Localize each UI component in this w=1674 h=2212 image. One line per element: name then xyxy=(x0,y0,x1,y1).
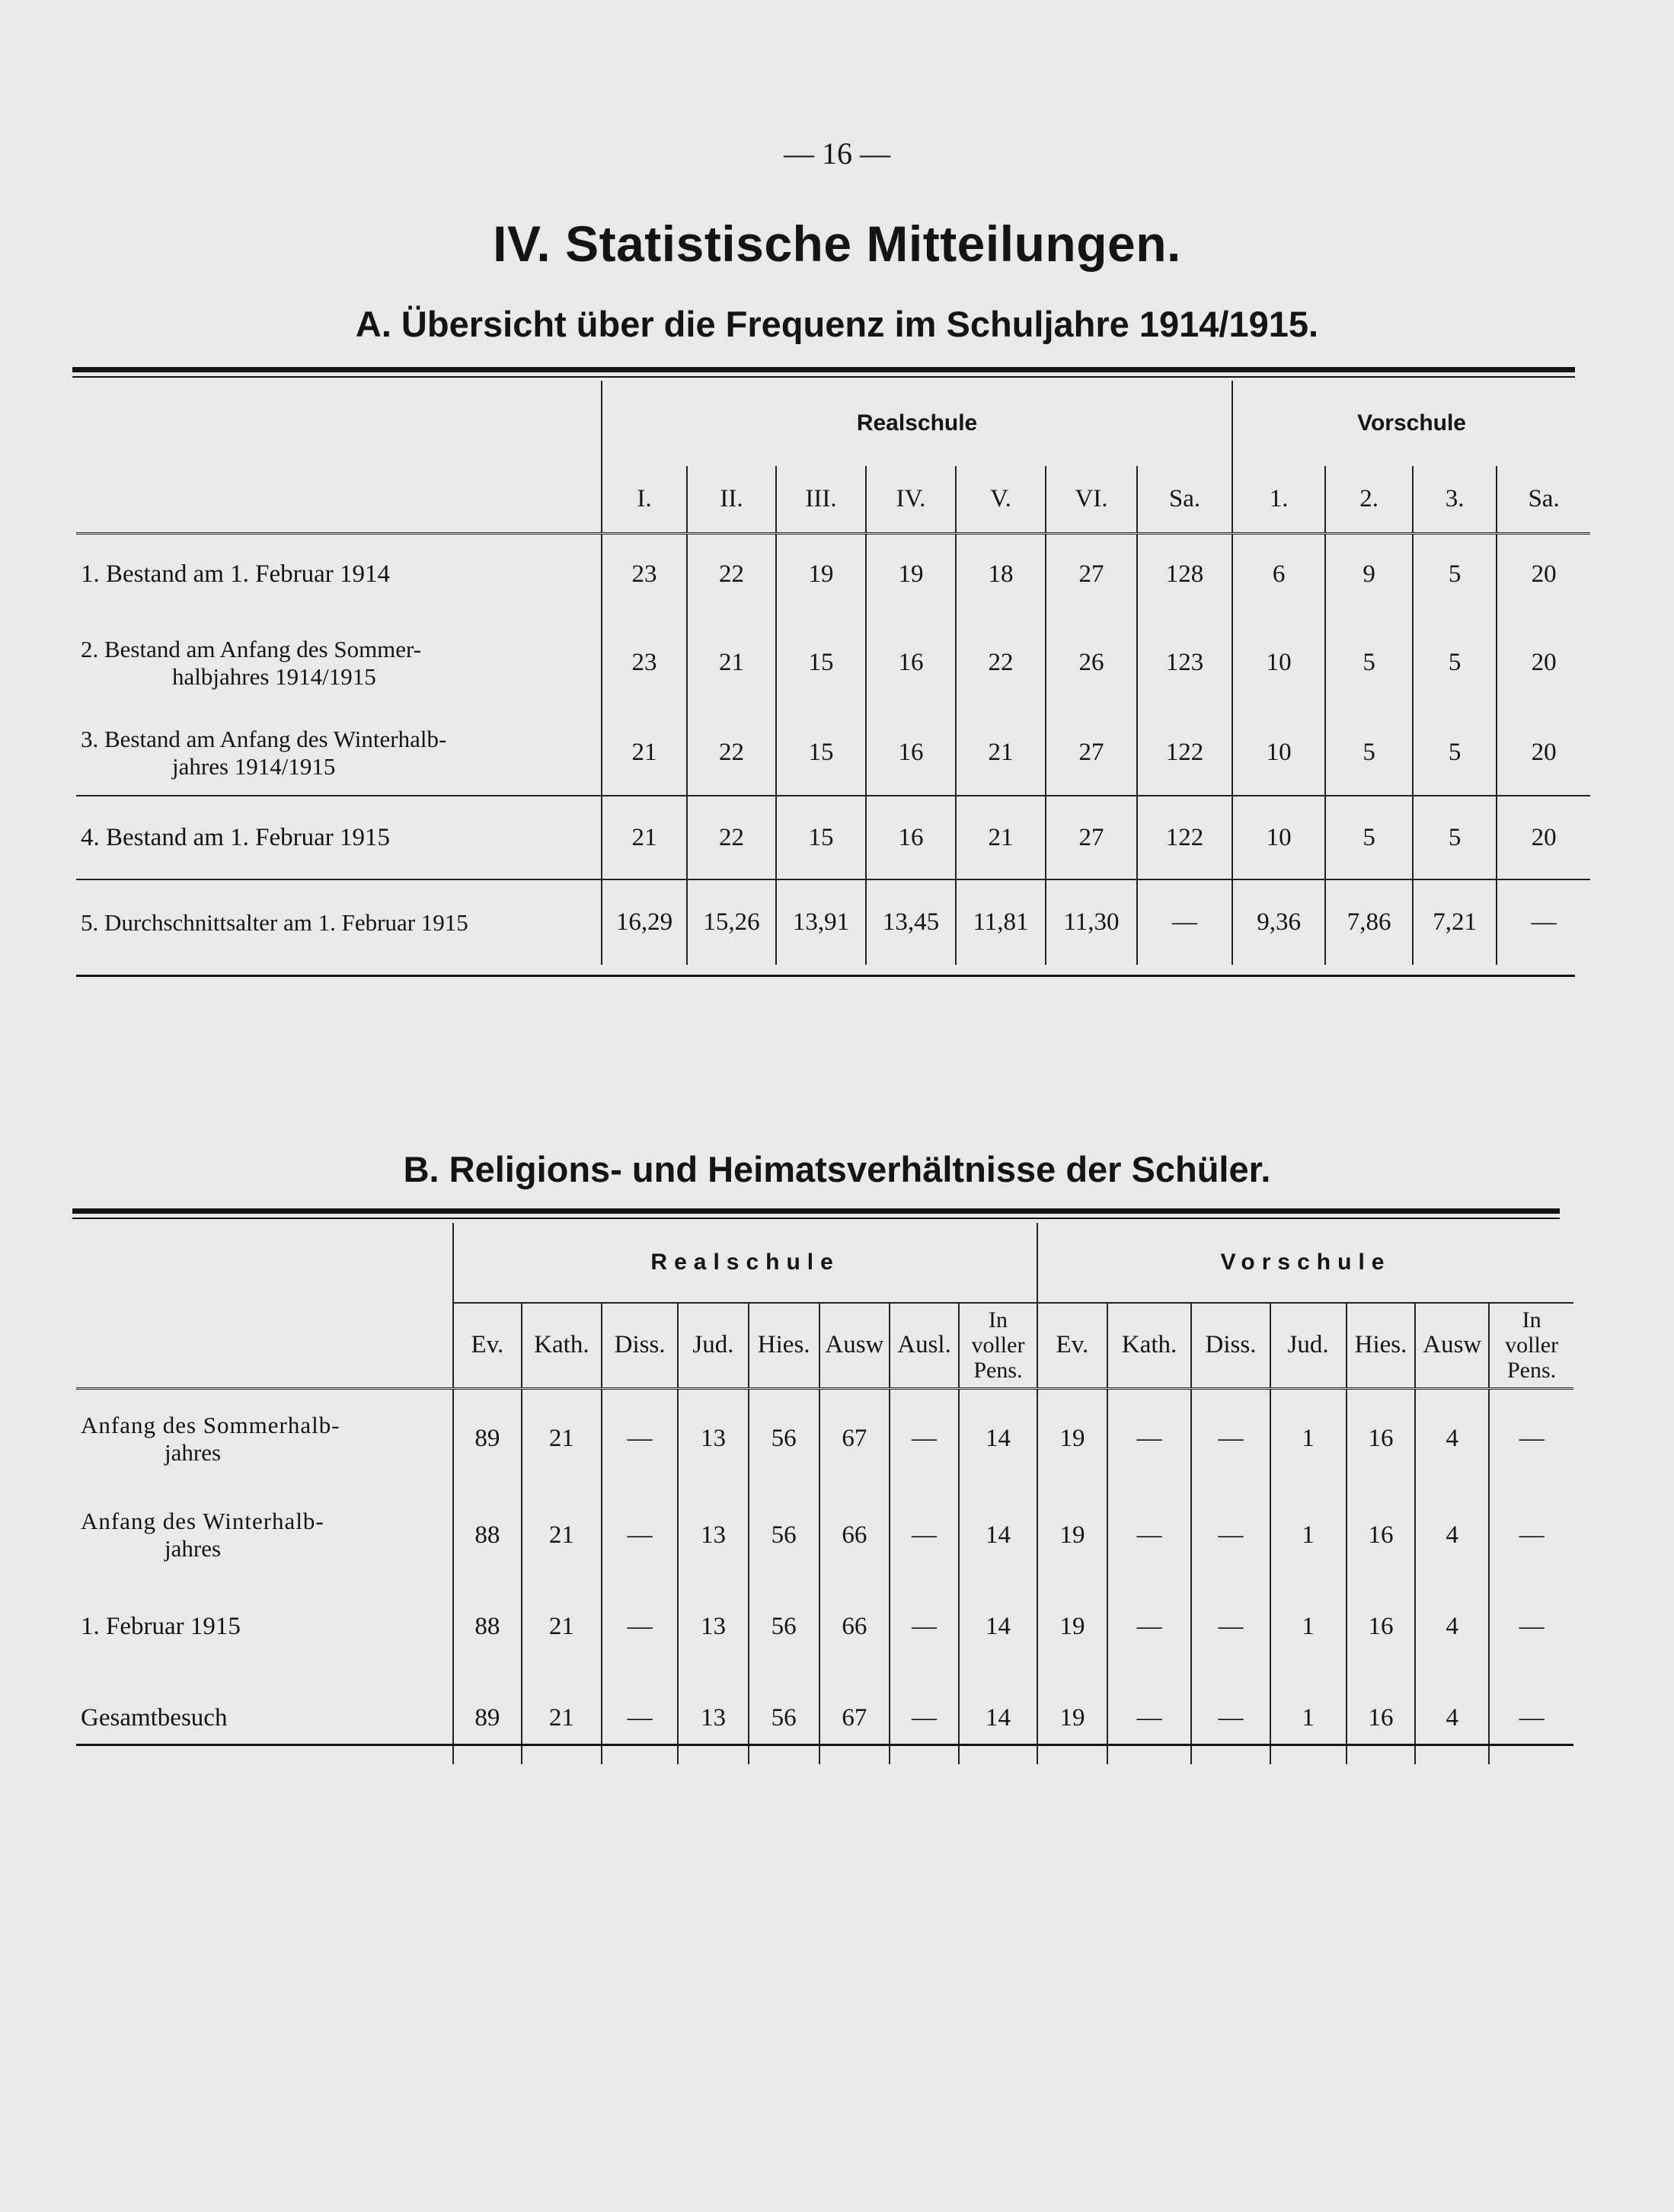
frequency-col-header: Sa. xyxy=(1497,466,1590,533)
cell: — xyxy=(1137,879,1232,965)
cell: 20 xyxy=(1497,796,1590,879)
header-line: In xyxy=(1522,1307,1541,1333)
cell: 5 xyxy=(1325,615,1413,710)
section-b-top-rule xyxy=(72,1208,1560,1214)
religion-row xyxy=(76,1671,1573,1764)
religion-table xyxy=(76,1223,1573,1764)
cell: 7,86 xyxy=(1325,879,1413,965)
cell: 6 xyxy=(1232,533,1325,615)
cell: — xyxy=(890,1489,959,1582)
row-label-line1: 2. Bestand am Anfang des Sommer- xyxy=(81,635,422,662)
cell: — xyxy=(1191,1671,1270,1764)
cell: 22 xyxy=(956,615,1046,710)
cell: 56 xyxy=(749,1388,819,1489)
cell: 1 xyxy=(1270,1388,1347,1489)
cell: 14 xyxy=(959,1671,1037,1764)
cell: 13,91 xyxy=(776,879,866,965)
cell: 13 xyxy=(678,1582,749,1671)
cell: 5 xyxy=(1413,710,1497,796)
religion-col-header: Diss. xyxy=(602,1303,678,1388)
cell: 14 xyxy=(959,1489,1037,1582)
cell: 27 xyxy=(1046,533,1137,615)
cell: 56 xyxy=(749,1671,819,1764)
cell: 21 xyxy=(522,1582,602,1671)
frequency-col-header: 2. xyxy=(1325,466,1413,533)
row-label: Gesamtbesuch xyxy=(81,1703,228,1732)
frequency-col-header: IV. xyxy=(866,466,956,533)
cell: 21 xyxy=(602,710,687,796)
cell: — xyxy=(602,1489,678,1582)
cell: — xyxy=(1191,1582,1270,1671)
cell: 16 xyxy=(866,615,956,710)
row-label: 4. Bestand am 1. Februar 1915 xyxy=(76,796,602,879)
frequency-col-header: III. xyxy=(776,466,866,533)
cell: 19 xyxy=(866,533,956,615)
cell: 13 xyxy=(678,1388,749,1489)
cell: 14 xyxy=(959,1582,1037,1671)
cell: 21 xyxy=(687,615,776,710)
cell: — xyxy=(1191,1388,1270,1489)
cell: 67 xyxy=(819,1388,890,1489)
cell: 122 xyxy=(1137,796,1232,879)
cell: 88 xyxy=(453,1582,522,1671)
cell: 18 xyxy=(956,533,1046,615)
cell: 15 xyxy=(776,796,866,879)
religion-col-header: Ausw xyxy=(1415,1303,1489,1388)
frequency-header-blank xyxy=(76,466,602,533)
cell: 21 xyxy=(602,796,687,879)
cell: 10 xyxy=(1232,710,1325,796)
header-line: voller xyxy=(971,1333,1025,1358)
cell: 4 xyxy=(1415,1582,1489,1671)
frequency-col-header: Sa. xyxy=(1137,466,1232,533)
row-label: 1. Bestand am 1. Februar 1914 xyxy=(81,560,391,589)
cell: 20 xyxy=(1497,533,1590,615)
cell: — xyxy=(602,1388,678,1489)
frequency-col-header: V. xyxy=(956,466,1046,533)
section-a-title: A. Übersicht über die Frequenz im Schuljahre 1914/1915. xyxy=(355,304,1319,344)
row-label: 5. Durchschnittsalter am 1. Februar 1915 xyxy=(81,908,468,936)
row-label-line2: jahres xyxy=(165,1535,222,1562)
cell: 19 xyxy=(776,533,866,615)
cell: 20 xyxy=(1497,615,1590,710)
cell: 56 xyxy=(749,1489,819,1582)
cell: 13 xyxy=(678,1671,749,1764)
religion-col-header: Ev. xyxy=(453,1303,522,1388)
cell: 66 xyxy=(819,1489,890,1582)
cell: 7,21 xyxy=(1413,879,1497,965)
religion-header-blank xyxy=(76,1303,453,1388)
header-line: voller xyxy=(1505,1333,1559,1358)
religion-col-header: Diss. xyxy=(1191,1303,1270,1388)
cell: 67 xyxy=(819,1671,890,1764)
section-b-bottom-rule xyxy=(76,1744,1573,1746)
cell: — xyxy=(602,1671,678,1764)
frequency-col-header: II. xyxy=(687,466,776,533)
cell: 22 xyxy=(687,710,776,796)
cell: 23 xyxy=(602,615,687,710)
cell: 89 xyxy=(453,1388,522,1489)
chapter-heading: IV. Statistische Mitteilungen. xyxy=(493,215,1181,272)
cell: 14 xyxy=(959,1388,1037,1489)
cell: — xyxy=(1107,1582,1192,1671)
cell: 5 xyxy=(1325,710,1413,796)
religion-row xyxy=(76,1388,1573,1489)
row-label-line2: halbjahres 1914/1915 xyxy=(172,662,376,690)
row-label-line2: jahres 1914/1915 xyxy=(172,752,336,780)
row-label-line2: jahres xyxy=(165,1438,222,1466)
section-b-title: B. Religions- und Heimatsverhältnisse der Schüler. xyxy=(403,1149,1271,1189)
row-label xyxy=(76,1388,453,1489)
cell: 66 xyxy=(819,1582,890,1671)
frequency-row xyxy=(76,879,1590,965)
row-label xyxy=(76,710,602,796)
cell: — xyxy=(1191,1489,1270,1582)
religion-col-header: Jud. xyxy=(678,1303,749,1388)
religion-group-realschule: Realschule xyxy=(453,1223,1037,1303)
frequency-col-header: 1. xyxy=(1232,466,1325,533)
cell: 1 xyxy=(1270,1582,1347,1671)
religion-col-header-pension xyxy=(959,1303,1037,1388)
row-label: 1. Februar 1915 xyxy=(81,1612,241,1640)
page-number: — 16 — xyxy=(784,136,890,171)
religion-row xyxy=(76,1582,1573,1671)
cell: — xyxy=(1107,1489,1192,1582)
frequency-col-header: VI. xyxy=(1046,466,1137,533)
cell: 15 xyxy=(776,615,866,710)
cell: — xyxy=(890,1582,959,1671)
cell: — xyxy=(1497,879,1590,965)
frequency-table-corner xyxy=(76,381,602,466)
frequency-group-vorschule: Vorschule xyxy=(1232,381,1590,466)
religion-col-header: Kath. xyxy=(1107,1303,1192,1388)
frequency-row xyxy=(76,710,1590,796)
cell: 128 xyxy=(1137,533,1232,615)
cell: 16,29 xyxy=(602,879,687,965)
row-label-line1: Anfang des Sommerhalb- xyxy=(81,1411,340,1438)
frequency-group-realschule: Realschule xyxy=(602,381,1232,466)
cell: 16 xyxy=(1347,1388,1416,1489)
cell: 11,30 xyxy=(1046,879,1137,965)
cell: 16 xyxy=(1347,1671,1416,1764)
cell: 20 xyxy=(1497,710,1590,796)
cell: 89 xyxy=(453,1671,522,1764)
cell: — xyxy=(890,1671,959,1764)
cell: 10 xyxy=(1232,615,1325,710)
cell: — xyxy=(890,1388,959,1489)
religion-col-header: Ausw xyxy=(819,1303,890,1388)
cell: — xyxy=(602,1582,678,1671)
cell: 23 xyxy=(602,533,687,615)
cell: — xyxy=(1489,1582,1573,1671)
cell: 21 xyxy=(956,710,1046,796)
cell: 5 xyxy=(1413,796,1497,879)
cell: 21 xyxy=(522,1671,602,1764)
religion-col-header: Ev. xyxy=(1037,1303,1107,1388)
cell: — xyxy=(1107,1671,1192,1764)
cell: 19 xyxy=(1037,1582,1107,1671)
row-label xyxy=(76,1489,453,1582)
cell: 5 xyxy=(1413,615,1497,710)
row-label-line1: Anfang des Winterhalb- xyxy=(81,1508,324,1534)
section-a-top-rule xyxy=(72,367,1575,372)
cell: — xyxy=(1489,1671,1573,1764)
section-a-bottom-rule xyxy=(76,975,1575,977)
cell: 16 xyxy=(1347,1582,1416,1671)
cell: 9,36 xyxy=(1232,879,1325,965)
cell: 19 xyxy=(1037,1489,1107,1582)
cell: 26 xyxy=(1046,615,1137,710)
cell: 21 xyxy=(522,1388,602,1489)
cell: 10 xyxy=(1232,796,1325,879)
religion-col-header: Hies. xyxy=(1347,1303,1416,1388)
cell: 21 xyxy=(956,796,1046,879)
cell: 19 xyxy=(1037,1671,1107,1764)
religion-group-vorschule: Vorschule xyxy=(1037,1223,1573,1303)
religion-col-header: Ausl. xyxy=(890,1303,959,1388)
cell: — xyxy=(1107,1388,1192,1489)
cell: 27 xyxy=(1046,796,1137,879)
cell: 16 xyxy=(866,796,956,879)
header-line: In xyxy=(988,1307,1008,1333)
religion-row xyxy=(76,1489,1573,1582)
cell: 13,45 xyxy=(866,879,956,965)
cell: — xyxy=(1489,1489,1573,1582)
religion-col-header: Kath. xyxy=(522,1303,602,1388)
cell: 16 xyxy=(1347,1489,1416,1582)
frequency-row xyxy=(76,533,1590,615)
cell: 4 xyxy=(1415,1671,1489,1764)
cell: 16 xyxy=(866,710,956,796)
cell: 56 xyxy=(749,1582,819,1671)
cell: 1 xyxy=(1270,1489,1347,1582)
cell: 1 xyxy=(1270,1671,1347,1764)
cell: 123 xyxy=(1137,615,1232,710)
religion-col-header: Jud. xyxy=(1270,1303,1347,1388)
religion-col-header-pension xyxy=(1489,1303,1573,1388)
frequency-col-header: 3. xyxy=(1413,466,1497,533)
frequency-col-header: I. xyxy=(602,466,687,533)
frequency-row xyxy=(76,615,1590,710)
cell: 9 xyxy=(1325,533,1413,615)
cell: 22 xyxy=(687,796,776,879)
cell: — xyxy=(1489,1388,1573,1489)
religion-table-corner xyxy=(76,1223,453,1303)
cell: 4 xyxy=(1415,1388,1489,1489)
header-line: Pens. xyxy=(973,1358,1023,1384)
cell: 27 xyxy=(1046,710,1137,796)
frequency-table xyxy=(76,381,1590,965)
header-line: Pens. xyxy=(1507,1358,1557,1384)
cell: 19 xyxy=(1037,1388,1107,1489)
cell: 4 xyxy=(1415,1489,1489,1582)
cell: 122 xyxy=(1137,710,1232,796)
cell: 5 xyxy=(1413,533,1497,615)
cell: 5 xyxy=(1325,796,1413,879)
row-label-line1: 3. Bestand am Anfang des Winterhalb- xyxy=(81,725,447,752)
cell: 22 xyxy=(687,533,776,615)
cell: 15 xyxy=(776,710,866,796)
frequency-row xyxy=(76,796,1590,879)
cell: 88 xyxy=(453,1489,522,1582)
section-a-top-rule-thin xyxy=(72,376,1575,378)
cell: 13 xyxy=(678,1489,749,1582)
religion-col-header: Hies. xyxy=(749,1303,819,1388)
cell: 11,81 xyxy=(956,879,1046,965)
cell: 15,26 xyxy=(687,879,776,965)
section-b-top-rule-thin xyxy=(72,1218,1560,1219)
cell: 21 xyxy=(522,1489,602,1582)
row-label xyxy=(76,615,602,710)
